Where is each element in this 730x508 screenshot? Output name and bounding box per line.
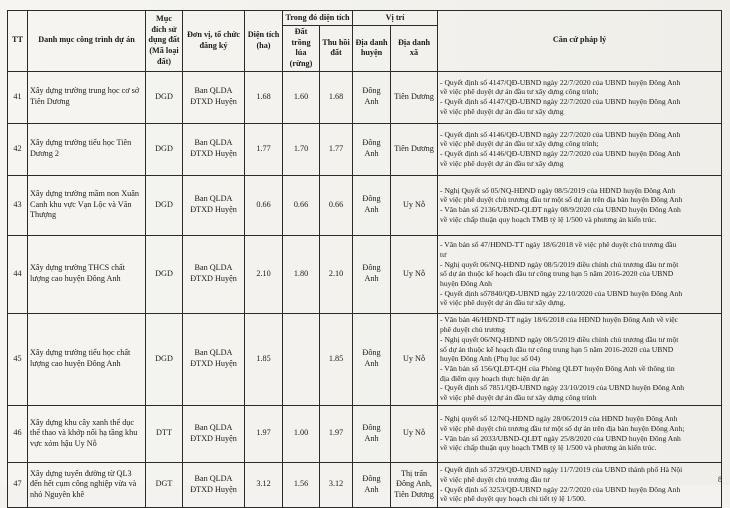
header-rice-land: Đất trồng lúa (rừng) <box>283 26 320 72</box>
registering-unit: Ban QLDA ĐTXD Huyện <box>183 123 245 175</box>
header-row-top <box>8 11 722 26</box>
project-name: Xây dựng trường mầm non Xuân Canh khu vực Vạn Lộc và Văn Thượng <box>28 175 146 235</box>
legal-line: về việc phê duyệt chủ trương đầu tư một số dự án trên địa bàn huyện Đông Anh <box>440 195 683 205</box>
legal-line: về việc phê duyệt chủ trương đầu tư <box>440 474 550 484</box>
reclaim-value: 1.68 <box>320 71 353 123</box>
reclaim-value: 3.12 <box>320 462 353 507</box>
legal-basis <box>438 123 722 175</box>
header-commune: Địa danh xã <box>391 26 438 72</box>
project-name: Xây dựng trường tiểu học chất lượng cao huyện Đông Anh <box>28 313 146 405</box>
project-name: Xây dựng trường trung học cơ sở Tiên Dương <box>28 71 146 123</box>
project-name: Xây dựng trường tiểu học Tiên Dương 2 <box>28 123 146 175</box>
legal-line: về việc phê duyệt dự án đầu tư xây dựng công trình; <box>440 139 599 149</box>
legal-line: - Văn bản 46/HĐND-TT ngày 18/6/2018 của HĐND huyện Đông Anh về việc <box>440 315 679 325</box>
land-use-code: DGD <box>146 313 183 405</box>
legal-basis <box>438 313 722 405</box>
registering-unit: Ban QLDA ĐTXD Huyện <box>183 313 245 405</box>
land-use-project-table <box>7 10 722 508</box>
legal-line: - Văn bản số 2033/UBND-QLĐT ngày 25/8/2020 của UBND huyện Đông Anh <box>440 433 681 443</box>
table-row <box>8 123 722 175</box>
commune-name: Tiên Dương <box>391 71 438 123</box>
legal-line: - Quyết định số7840/QĐ-UBND ngày 22/10/2020 của UBND huyện Đông Anh <box>440 288 683 298</box>
area-value: 1.77 <box>245 123 283 175</box>
legal-line: huyện Đông Anh (Phụ lục số 04) <box>440 354 540 364</box>
commune-name: Uy Nỗ <box>391 405 438 462</box>
legal-line: về việc phê duyệt dự án đầu tư xây dựng <box>440 158 564 168</box>
legal-line: - Nghị quyết 06/NQ-HĐND ngày 08/5/2019 điều chỉnh chủ trương đầu tư một <box>440 259 679 269</box>
legal-basis <box>438 175 722 235</box>
legal-line: về việc phê duyệt dự án đầu tư xây dựng. <box>440 298 566 308</box>
reclaim-value: 1.85 <box>320 313 353 405</box>
row-number: 44 <box>8 235 28 313</box>
legal-line: huyện Đông Anh <box>440 278 492 288</box>
registering-unit: Ban QLDA ĐTXD Huyện <box>183 175 245 235</box>
legal-basis <box>438 235 722 313</box>
legal-line: về việc phê duyệt chủ trương đầu tư một số dự án trên địa bàn huyện Đông Anh; <box>440 423 685 433</box>
land-use-code: DGD <box>146 235 183 313</box>
area-value: 2.10 <box>245 235 283 313</box>
legal-line: - Văn bản số 156/QLĐT-QH của Phòng QLĐT huyện Đông Anh về thông tin <box>440 363 675 373</box>
header-reclaim: Thu hồi đất <box>320 26 353 72</box>
legal-line: - Nghị Quyết số 05/NQ-HĐND ngày 08/5/2019 của HĐND huyện Đông Anh <box>440 185 676 195</box>
district-name: Đông Anh <box>353 462 391 507</box>
table-row <box>8 405 722 462</box>
district-name: Đông Anh <box>353 235 391 313</box>
legal-line: - Văn bản số 2136/UBND-QLĐT ngày 08/9/2020 của UBND huyện Đông Anh <box>440 205 681 215</box>
rice-land-value: 1.70 <box>283 123 320 175</box>
legal-line: về việc chấp thuận quy hoạch TMB tỷ lệ 1/500 và phương án kiến trúc. <box>440 443 657 453</box>
area-value: 0.66 <box>245 175 283 235</box>
area-value: 1.85 <box>245 313 283 405</box>
table-row <box>8 313 722 405</box>
legal-line: - Quyết định số 7851/QĐ-UBND ngày 23/10/2019 của UBND huyện Đông Anh <box>440 383 685 393</box>
header-project-name: Danh mục công trình dự án <box>28 11 146 72</box>
land-use-code: DGD <box>146 175 183 235</box>
registering-unit: Ban QLDA ĐTXD Huyện <box>183 405 245 462</box>
legal-line: phê duyệt chủ trương <box>440 325 505 335</box>
legal-line: số dự án thuộc kế hoạch đầu tư công trung hạn 5 năm 2016-2020 của UBND <box>440 344 674 354</box>
land-use-code: DGD <box>146 71 183 123</box>
legal-line: - Quyết định số 4147/QĐ-UBND ngày 22/7/2020 của UBND huyện Đông Anh <box>440 77 681 87</box>
legal-line: - Nghị quyết số 12/NQ-HĐND ngày 28/06/2019 của HĐND huyện Đông Anh <box>440 414 678 424</box>
legal-line: địa điểm quy hoạch thực hiện dự án <box>440 373 549 383</box>
legal-line: về việc phê duyệt quy hoạch chi tiết tỷ lệ 1/500. <box>440 494 586 504</box>
header-of-which: Trong đó diện tích <box>283 11 353 26</box>
commune-name: Uy Nỗ <box>391 175 438 235</box>
district-name: Đông Anh <box>353 313 391 405</box>
table-row <box>8 71 722 123</box>
land-use-code: DTT <box>146 405 183 462</box>
reclaim-value: 1.97 <box>320 405 353 462</box>
legal-line: - Quyết định số 4146/QĐ-UBND ngày 22/7/2020 của UBND huyện Đông Anh <box>440 149 681 159</box>
district-name: Đông Anh <box>353 405 391 462</box>
header-district: Địa danh huyện <box>353 26 391 72</box>
legal-line: về việc phê duyệt dự án đầu tư xây dựng <box>440 106 564 116</box>
legal-basis <box>438 71 722 123</box>
row-number: 47 <box>8 462 28 507</box>
registering-unit: Ban QLDA ĐTXD Huyện <box>183 462 245 507</box>
legal-line: tư <box>440 249 447 259</box>
legal-basis <box>438 405 722 462</box>
row-number: 45 <box>8 313 28 405</box>
reclaim-value: 0.66 <box>320 175 353 235</box>
commune-name: Thị trấn Đông Anh, Tiên Dương <box>391 462 438 507</box>
district-name: Đông Anh <box>353 123 391 175</box>
legal-line: - Quyết định số 3253/QĐ-UBND ngày 22/7/2020 của UBND huyện Đông Anh <box>440 484 681 494</box>
rice-land-value: 1.56 <box>283 462 320 507</box>
commune-name: Tiên Dương <box>391 123 438 175</box>
table-row <box>8 235 722 313</box>
legal-line: về việc phê duyệt dự án đầu tư xây dựng công trình <box>440 393 597 403</box>
commune-name: Uy Nỗ <box>391 313 438 405</box>
header-legal-basis: Căn cứ pháp lý <box>438 11 722 72</box>
reclaim-value: 1.77 <box>320 123 353 175</box>
legal-line: về việc chấp thuận quy hoạch TMB tỷ lệ 1/500 và phương án kiến trúc. <box>440 214 657 224</box>
reclaim-value: 2.10 <box>320 235 353 313</box>
table-body <box>8 71 722 507</box>
registering-unit: Ban QLDA ĐTXD Huyện <box>183 71 245 123</box>
legal-line: - Quyết định số 3729/QĐ-UBND ngày 11/7/2019 của UBND thành phố Hà Nội <box>440 465 683 475</box>
header-tt: TT <box>8 11 28 72</box>
header-location: Vị trí <box>353 11 438 26</box>
rice-land-value: 1.60 <box>283 71 320 123</box>
legal-line: về việc phê duyệt dự án đầu tư xây dựng công trình; <box>440 87 599 97</box>
project-name: Xây dựng khu cây xanh thể dục thể thao và khớp nối hạ tầng khu vực xóm hậu Uy Nỗ <box>28 405 146 462</box>
area-value: 1.97 <box>245 405 283 462</box>
project-name: Xây dựng trường THCS chất lượng cao huyện Đông Anh <box>28 235 146 313</box>
legal-line: - Văn bản số 47/HĐND-TT ngày 18/6/2018 về việc phê duyệt chủ trương đầu <box>440 240 677 250</box>
header-unit: Đơn vị, tổ chức đăng ký <box>183 11 245 72</box>
page-corner-mark: 8 <box>718 475 722 484</box>
rice-land-value <box>283 313 320 405</box>
project-name: Xây dựng tuyến đường từ QL3 đến hết cụm công nghiệp vừa và nhỏ Nguyên khê <box>28 462 146 507</box>
row-number: 41 <box>8 71 28 123</box>
commune-name: Uy Nỗ <box>391 235 438 313</box>
registering-unit: Ban QLDA ĐTXD Huyện <box>183 235 245 313</box>
table-row <box>8 175 722 235</box>
land-use-code: DGD <box>146 123 183 175</box>
district-name: Đông Anh <box>353 175 391 235</box>
area-value: 3.12 <box>245 462 283 507</box>
rice-land-value: 1.00 <box>283 405 320 462</box>
legal-line: - Nghị quyết 06/NQ-HĐND ngày 08/5/2019 điều chỉnh chủ trương đầu tư một <box>440 334 679 344</box>
header-area: Diện tích (ha) <box>245 11 283 72</box>
row-number: 46 <box>8 405 28 462</box>
legal-line: số dự án thuộc kế hoạch đầu tư công trung hạn 5 năm 2016-2020 của UBND <box>440 269 674 279</box>
header-purpose: Mục đích sử dụng đất (Mã loại đất) <box>146 11 183 72</box>
legal-line: - Quyết định số 4146/QĐ-UBND ngày 22/7/2020 của UBND huyện Đông Anh <box>440 129 681 139</box>
area-value: 1.68 <box>245 71 283 123</box>
rice-land-value: 0.66 <box>283 175 320 235</box>
row-number: 43 <box>8 175 28 235</box>
land-use-code: DGT <box>146 462 183 507</box>
rice-land-value: 1.80 <box>283 235 320 313</box>
district-name: Đông Anh <box>353 71 391 123</box>
legal-line: - Quyết định số 4147/QĐ-UBND ngày 22/7/2020 của UBND huyện Đông Anh <box>440 97 681 107</box>
row-number: 42 <box>8 123 28 175</box>
